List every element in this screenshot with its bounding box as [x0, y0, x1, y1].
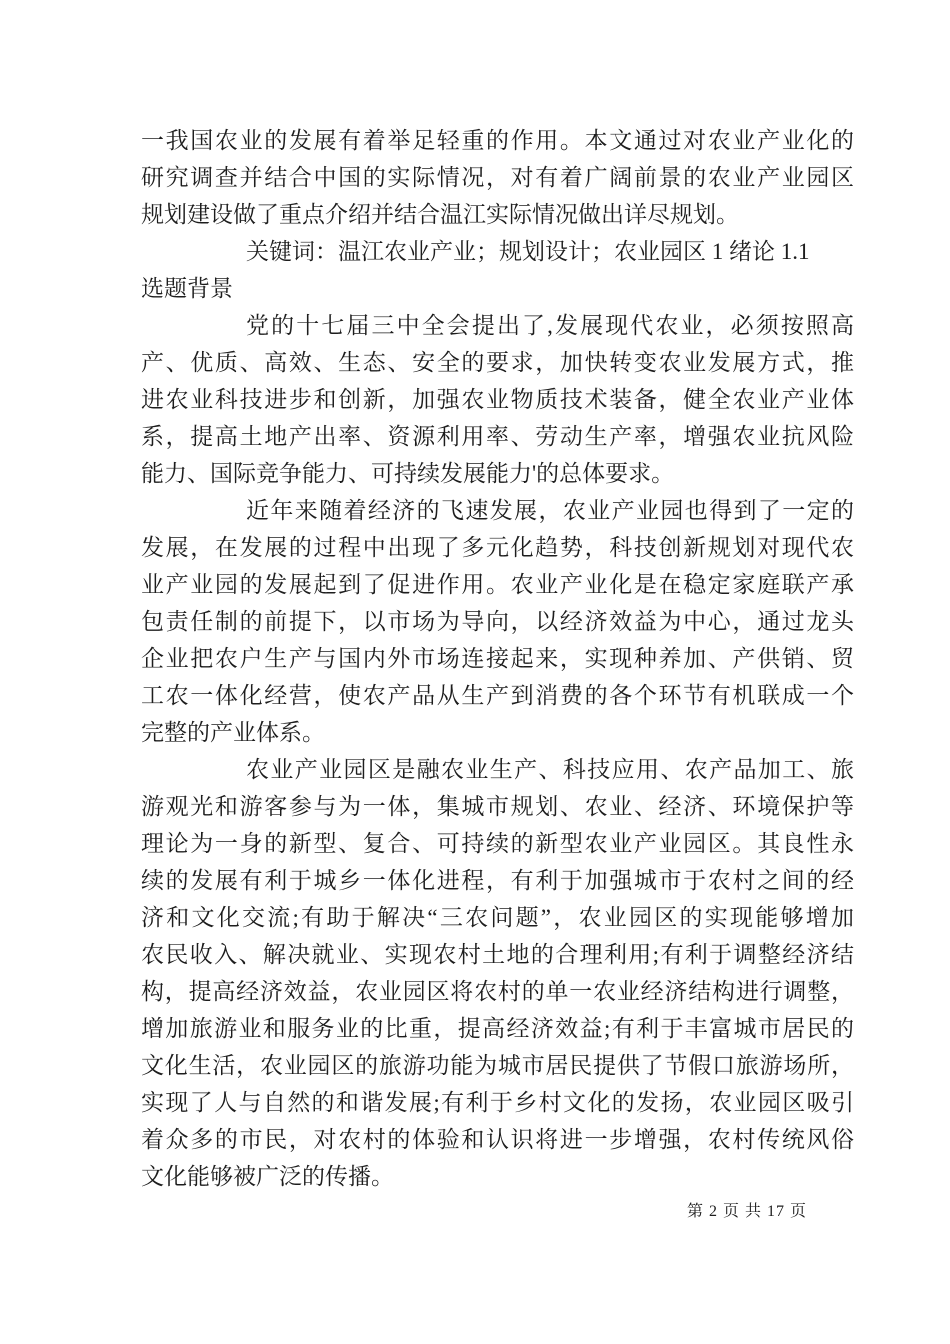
text-line: 增加旅游业和服务业的比重，提高经济效益;有利于丰富城市居民的 — [141, 1016, 854, 1041]
document-body — [141, 122, 854, 1195]
text-line: 包责任制的前提下，以市场为导向，以经济效益为中心，通过龙头 — [141, 609, 854, 634]
text-line: 党的十七届三中全会提出了,发展现代农业，必须按照高 — [246, 313, 854, 338]
text-line: 农业产业园区是融农业生产、科技应用、农产品加工、旅 — [246, 757, 854, 782]
text-line: 一我国农业的发展有着举足轻重的作用。本文通过对农业产业化的 — [141, 128, 854, 153]
text-line: 系，提高土地产出率、资源利用率、劳动生产率，增强农业抗风险 — [141, 424, 854, 449]
text-line: 实现了人与自然的和谐发展;有利于乡村文化的发扬，农业园区吸引 — [141, 1090, 854, 1115]
paragraph — [141, 307, 854, 492]
text-line: 文化生活，农业园区的旅游功能为城市居民提供了节假口旅游场所， — [141, 1053, 854, 1078]
text-line: 规划建设做了重点介绍并结合温江实际情况做出详尽规划。 — [141, 202, 739, 227]
text-line: 企业把农户生产与国内外市场连接起来，实现种养加、产供销、贸 — [141, 646, 854, 671]
text-line: 游观光和游客参与为一体，集城市规划、农业、经济、环境保护等 — [141, 794, 854, 819]
page-number: 第 2 页 共 17 页 — [686, 1203, 807, 1220]
text-line: 发展，在发展的过程中出现了多元化趋势，科技创新规划对现代农 — [141, 535, 854, 560]
text-line: 研究调查并结合中国的实际情况，对有着广阔前景的农业产业园区 — [141, 165, 854, 190]
text-line: 选题背景 — [141, 276, 233, 301]
text-line: 续的发展有利于城乡一体化进程，有利于加强城市于农村之间的经 — [141, 868, 854, 893]
text-line: 能力、国际竞争能力、可持续发展能力'的总体要求。 — [141, 461, 675, 486]
paragraph — [141, 122, 854, 233]
text-line: 农民收入、解决就业、实现农村土地的合理利用;有利于调整经济结 — [141, 942, 854, 967]
text-line: 构，提高经济效益，农业园区将农村的单一农业经济结构进行调整， — [141, 979, 854, 1004]
text-line: 进农业科技进步和创新，加强农业物质技术装备，健全农业产业体 — [141, 387, 854, 412]
text-line: 理论为一身的新型、复合、可持续的新型农业产业园区。其良性永 — [141, 831, 854, 856]
text-line: 近年来随着经济的飞速发展，农业产业园也得到了一定的 — [246, 498, 854, 523]
text-line: 着众多的市民，对农村的体验和认识将进一步增强，农村传统风俗 — [141, 1127, 854, 1152]
text-line: 产、优质、高效、生态、安全的要求，加快转变农业发展方式，推 — [141, 350, 854, 375]
text-line: 业产业园的发展起到了促进作用。农业产业化是在稳定家庭联产承 — [141, 572, 854, 597]
paragraph — [141, 492, 854, 751]
text-line: 工农一体化经营，使农产品从生产到消费的各个环节有机联成一个 — [141, 683, 854, 708]
text-line: 济和文化交流;有助于解决“三农问题”，农业园区的实现能够增加 — [141, 905, 854, 930]
text-line: 文化能够被广泛的传播。 — [141, 1164, 394, 1189]
text-line: 关键词：温江农业产业；规划设计；农业园区 1 绪论 1.1 — [246, 239, 810, 264]
paragraph — [141, 233, 854, 307]
text-line: 完整的产业体系。 — [141, 720, 325, 745]
paragraph — [141, 751, 854, 1195]
